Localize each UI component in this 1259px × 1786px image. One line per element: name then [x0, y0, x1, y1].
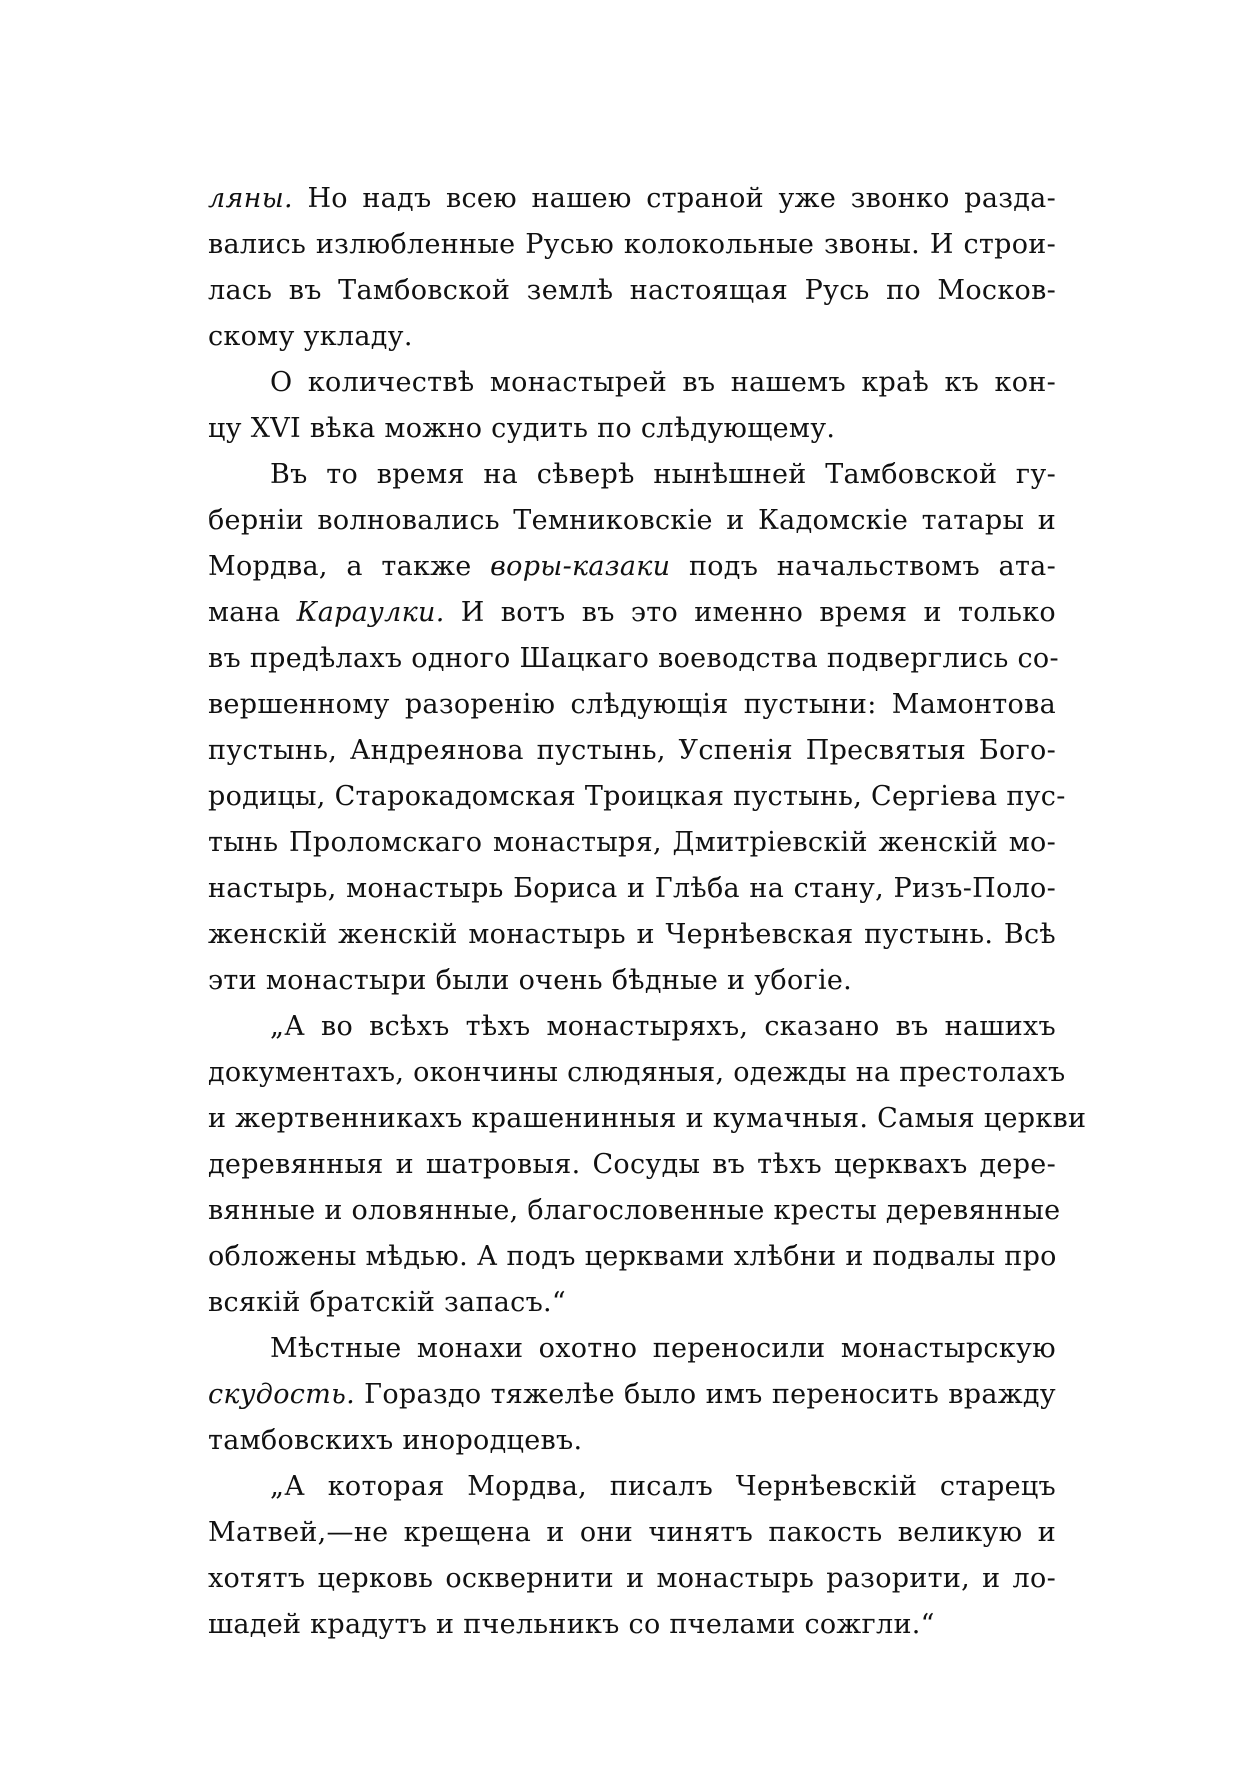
text-line: берніи волновались Темниковскіе и Кадомскіе татары и: [208, 505, 1056, 536]
italic-word: воры-казаки: [490, 551, 671, 582]
text-line: скудость. Гораздо тяжелѣе было имъ переносить вражду: [208, 1379, 1056, 1410]
text-line: шадей крадутъ и пчельникъ со пчелами сожгли.“: [208, 1609, 935, 1640]
text-line: эти монастыри были очень бѣдные и убогіе.: [208, 965, 853, 996]
text-line: всякій братскій запасъ.“: [208, 1287, 567, 1318]
text-line: ляны. Но надъ всею нашею страной уже звонко разда-: [208, 183, 1056, 214]
text-body: [208, 176, 1087, 1648]
text-line: вянные и оловянные, благословенные кресты деревянные: [208, 1195, 1061, 1226]
paragraph-start-line: „А которая Мордва, писалъ Чернѣевскій старецъ: [270, 1471, 1056, 1502]
italic-word: скудость.: [208, 1379, 355, 1410]
text-line: вались излюбленные Русью колокольные звоны. И строи-: [208, 229, 1056, 260]
text-line: цу XVI вѣка можно судить по слѣдующему.: [208, 413, 836, 444]
text-line: въ предѣлахъ одного Шацкаго воеводства подверглись со-: [208, 643, 1059, 674]
text-line: мана Караулки. И вотъ въ это именно время и только: [208, 597, 1056, 628]
text-line: обложены мѣдью. А подъ церквами хлѣбни и подвалы про: [208, 1241, 1057, 1272]
text-line: настырь, монастырь Бориса и Глѣба на стану, Ризъ-Поло-: [208, 873, 1056, 904]
text-line: деревянныя и шатровыя. Сосуды въ тѣхъ церквахъ дере-: [208, 1149, 1056, 1180]
text-line: тамбовскихъ инородцевъ.: [208, 1425, 583, 1456]
text-line: родицы, Старокадомская Троицкая пустынь, Сергіева пус-: [208, 781, 1066, 812]
text-line: скому укладу.: [208, 321, 413, 352]
text-line: документахъ, окончины слюдяныя, одежды на престолахъ: [208, 1057, 1066, 1088]
text-line: хотятъ церковь осквернити и монастырь разорити, и ло-: [208, 1563, 1056, 1594]
text-line: Мордва, а также воры-казаки подъ начальствомъ ата-: [208, 551, 1056, 582]
text-line: вершенному разоренію слѣдующія пустыни: Мамонтова: [208, 689, 1056, 720]
text-line: Матвей,—не крещена и они чинятъ пакость великую и: [208, 1517, 1056, 1548]
paragraph-start-line: „А во всѣхъ тѣхъ монастыряхъ, сказано въ нашихъ: [270, 1011, 1056, 1042]
text-line: и жертвенникахъ крашенинныя и кумачныя. Самыя церкви: [208, 1103, 1087, 1134]
italic-word: Караулки.: [296, 597, 445, 628]
text-line: тынь Проломскаго монастыря, Дмитріевскій женскій мо-: [208, 827, 1056, 858]
text-line: лась въ Тамбовской землѣ настоящая Русь по Москов-: [208, 275, 1056, 306]
paragraph-start-line: Въ то время на сѣверѣ нынѣшней Тамбовской гу-: [270, 459, 1056, 490]
text-line: женскій женскій монастырь и Чернѣевская пустынь. Всѣ: [208, 919, 1056, 950]
paragraph-start-line: Мѣстные монахи охотно переносили монастырскую: [270, 1333, 1056, 1364]
italic-word: ляны.: [208, 183, 293, 214]
paragraph-start-line: О количествѣ монастырей въ нашемъ краѣ къ кон-: [270, 367, 1056, 398]
text-line: пустынь, Андреянова пустынь, Успенія Пресвятыя Бого-: [208, 735, 1056, 766]
